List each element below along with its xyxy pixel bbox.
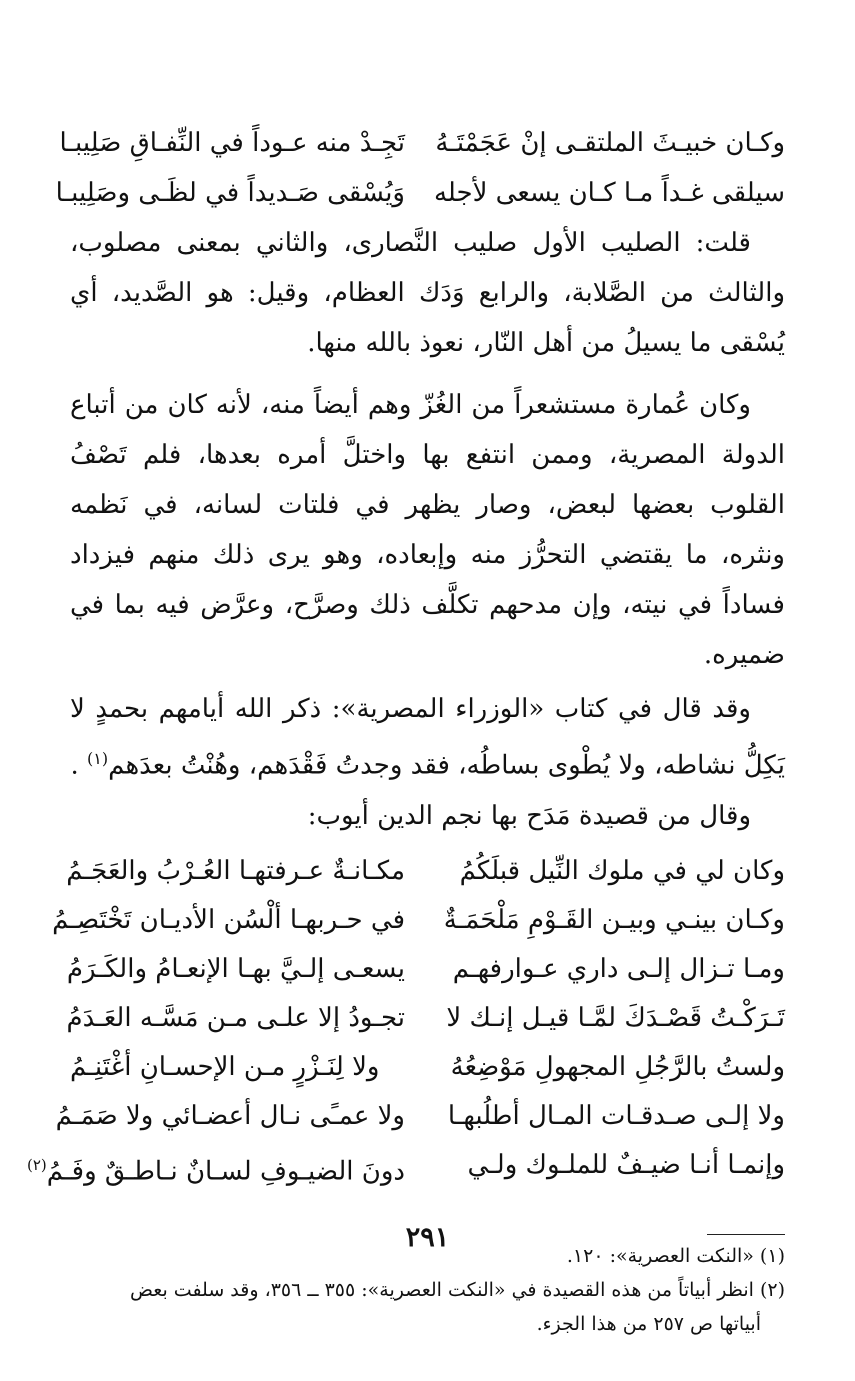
verse-second-hemistich	[26, 1141, 405, 1197]
poem-verse	[66, 945, 785, 994]
verse-first-hemistich: ولا إلـى صـدقـات المـال أطلُبهـا	[447, 1100, 785, 1131]
hemistich-text: دونَ الضيـوفِ لسـانٌ نـاطـقٌ وفَـمُ	[46, 1156, 405, 1187]
verse-second-hemistich: وَيُسْقى صَـديداً في لظَـى وصَلِيبـا	[55, 178, 405, 208]
verse-second-hemistich: تَجِـدْ منه عـوداً في النِّفـاقِ صَلِيبـا	[59, 128, 405, 158]
verse-second-hemistich: في حـربهـا ألْسُن الأديـان تَخْتَصِـمُ	[52, 904, 405, 935]
verse-second-hemistich: تجـودُ إلا علـى مـن مَسَّـه العَـدَمُ	[66, 1002, 405, 1033]
footnote-ref: (٢)	[26, 1155, 47, 1174]
paragraph-umara: وكان عُمارة مستشعراً من الغُزّ وهم أيضاً منه، لأنه كان من أتباع الدولة المصرية، وممن انتفع بها واختلَّ أمره بعدها، فلم تَصْفُ القلوب بعضها لبعض، وصار يظهر في فلتات لسانه، في نَظمه ونثره، ما يقتضي التحرُّز منه وإبعاده، وهو يرى ذلك منهم فيزداد فساداً في نيته، وإن مدحهم تكلَّف ذلك وصرَّح، وعرَّض فيه بما في ضميره.	[70, 390, 785, 670]
verse-first-hemistich: ولستُ بالرَّجُلِ المجهولِ مَوْضِعُهُ	[450, 1051, 785, 1082]
paragraph-poem-intro: وقال من قصيدة مَدَح بها نجم الدين أيوب:	[307, 800, 751, 831]
poem-verse	[52, 896, 785, 945]
poem-verse	[70, 1043, 785, 1092]
verse-second-hemistich: ولا عمـًى نـال أعضـائي ولا صَمَـمُ	[55, 1100, 405, 1131]
verse-line	[59, 118, 785, 168]
paragraph-commentary: قلت: الصليب الأول صليب النَّصارى، والثاني بمعنى مصلوب، والثالث من الصَّلابة، والرابع وَدَك العظام، وقيل: هو الصَّديد، أي يُسْقى ما يسيلُ من أهل النّار، نعوذ بالله منها.	[70, 228, 785, 358]
verse-first-hemistich: ومـا تـزال إلـى داري عـوارفهـم	[452, 953, 785, 984]
footnote-2: (٢) انظر أبياتاً من هذه القصيدة في «النكت العصرية»: ٣٥٥ ــ ٣٥٦، وقد سلفت بعض	[130, 1279, 785, 1302]
poem-verse	[55, 1092, 785, 1141]
verse-first-hemistich: وكان لي في ملوك النِّيل قبلَكُمُ	[459, 855, 785, 886]
poem-verse	[66, 847, 785, 896]
verse-first-hemistich: وإنمـا أنـا ضيـفٌ للملـوك ولـي	[467, 1149, 785, 1180]
poem-verse	[66, 994, 785, 1043]
verse-first-hemistich: سيلقى غـداً مـا كـان يسعى لأجله	[433, 178, 785, 208]
verse-first-hemistich: تَـرَكْـتُ قَصْـدَكَ لمَّـا قيـل إنـك لا	[446, 1002, 785, 1033]
verse-line	[55, 168, 785, 218]
verse-first-hemistich: وكـان بينـي وبيـن القَـوْمِ مَلْحَمَـةٌ	[443, 904, 785, 935]
quote-text: وقد قال في كتاب «الوزراء المصرية»: ذكر الله أيامهم بحمدٍ لا يَكِلُّ نشاطه، ولا يُطْوى بساطُه، فقد وجدتُ فَقْدَهم، وهُنْتُ بعدَهم	[70, 694, 785, 781]
page-number: ٢٩١	[405, 1222, 450, 1253]
footnote-1: (١) «النكت العصرية»: ١٢٠.	[566, 1245, 785, 1268]
footnote-ref: (١)	[87, 749, 109, 768]
top-verses	[55, 118, 785, 218]
verse-second-hemistich: مكـانـةٌ عـرفتهـا العُـرْبُ والعَجَـمُ	[66, 855, 405, 886]
footnote-2-continued: أبياتها ص ٢٥٧ من هذا الجزء.	[536, 1313, 761, 1336]
footnotes	[70, 1239, 785, 1341]
poem-verse	[26, 1141, 785, 1197]
paragraph-quote: وقد قال في كتاب «الوزراء المصرية»: ذكر الله أيامهم بحمدٍ لا يَكِلُّ نشاطه، ولا يُطْوى بساطُه، فقد وجدتُ فَقْدَهم، وهُنْتُ بعدَهم$^{(١)}$ .	[70, 694, 785, 781]
verse-first-hemistich: وكـان خبيـثَ الملتقـى إنْ عَجَمْتَـهُ	[435, 128, 785, 158]
poem	[26, 847, 785, 1197]
verse-second-hemistich: يسعـى إلـيَّ بهـا الإنعـامُ والكَـرَمُ	[66, 953, 405, 984]
verse-second-hemistich: ولا لِنَـزْرٍ مـن الإحسـانِ أغْتَنِـمُ	[70, 1051, 380, 1082]
